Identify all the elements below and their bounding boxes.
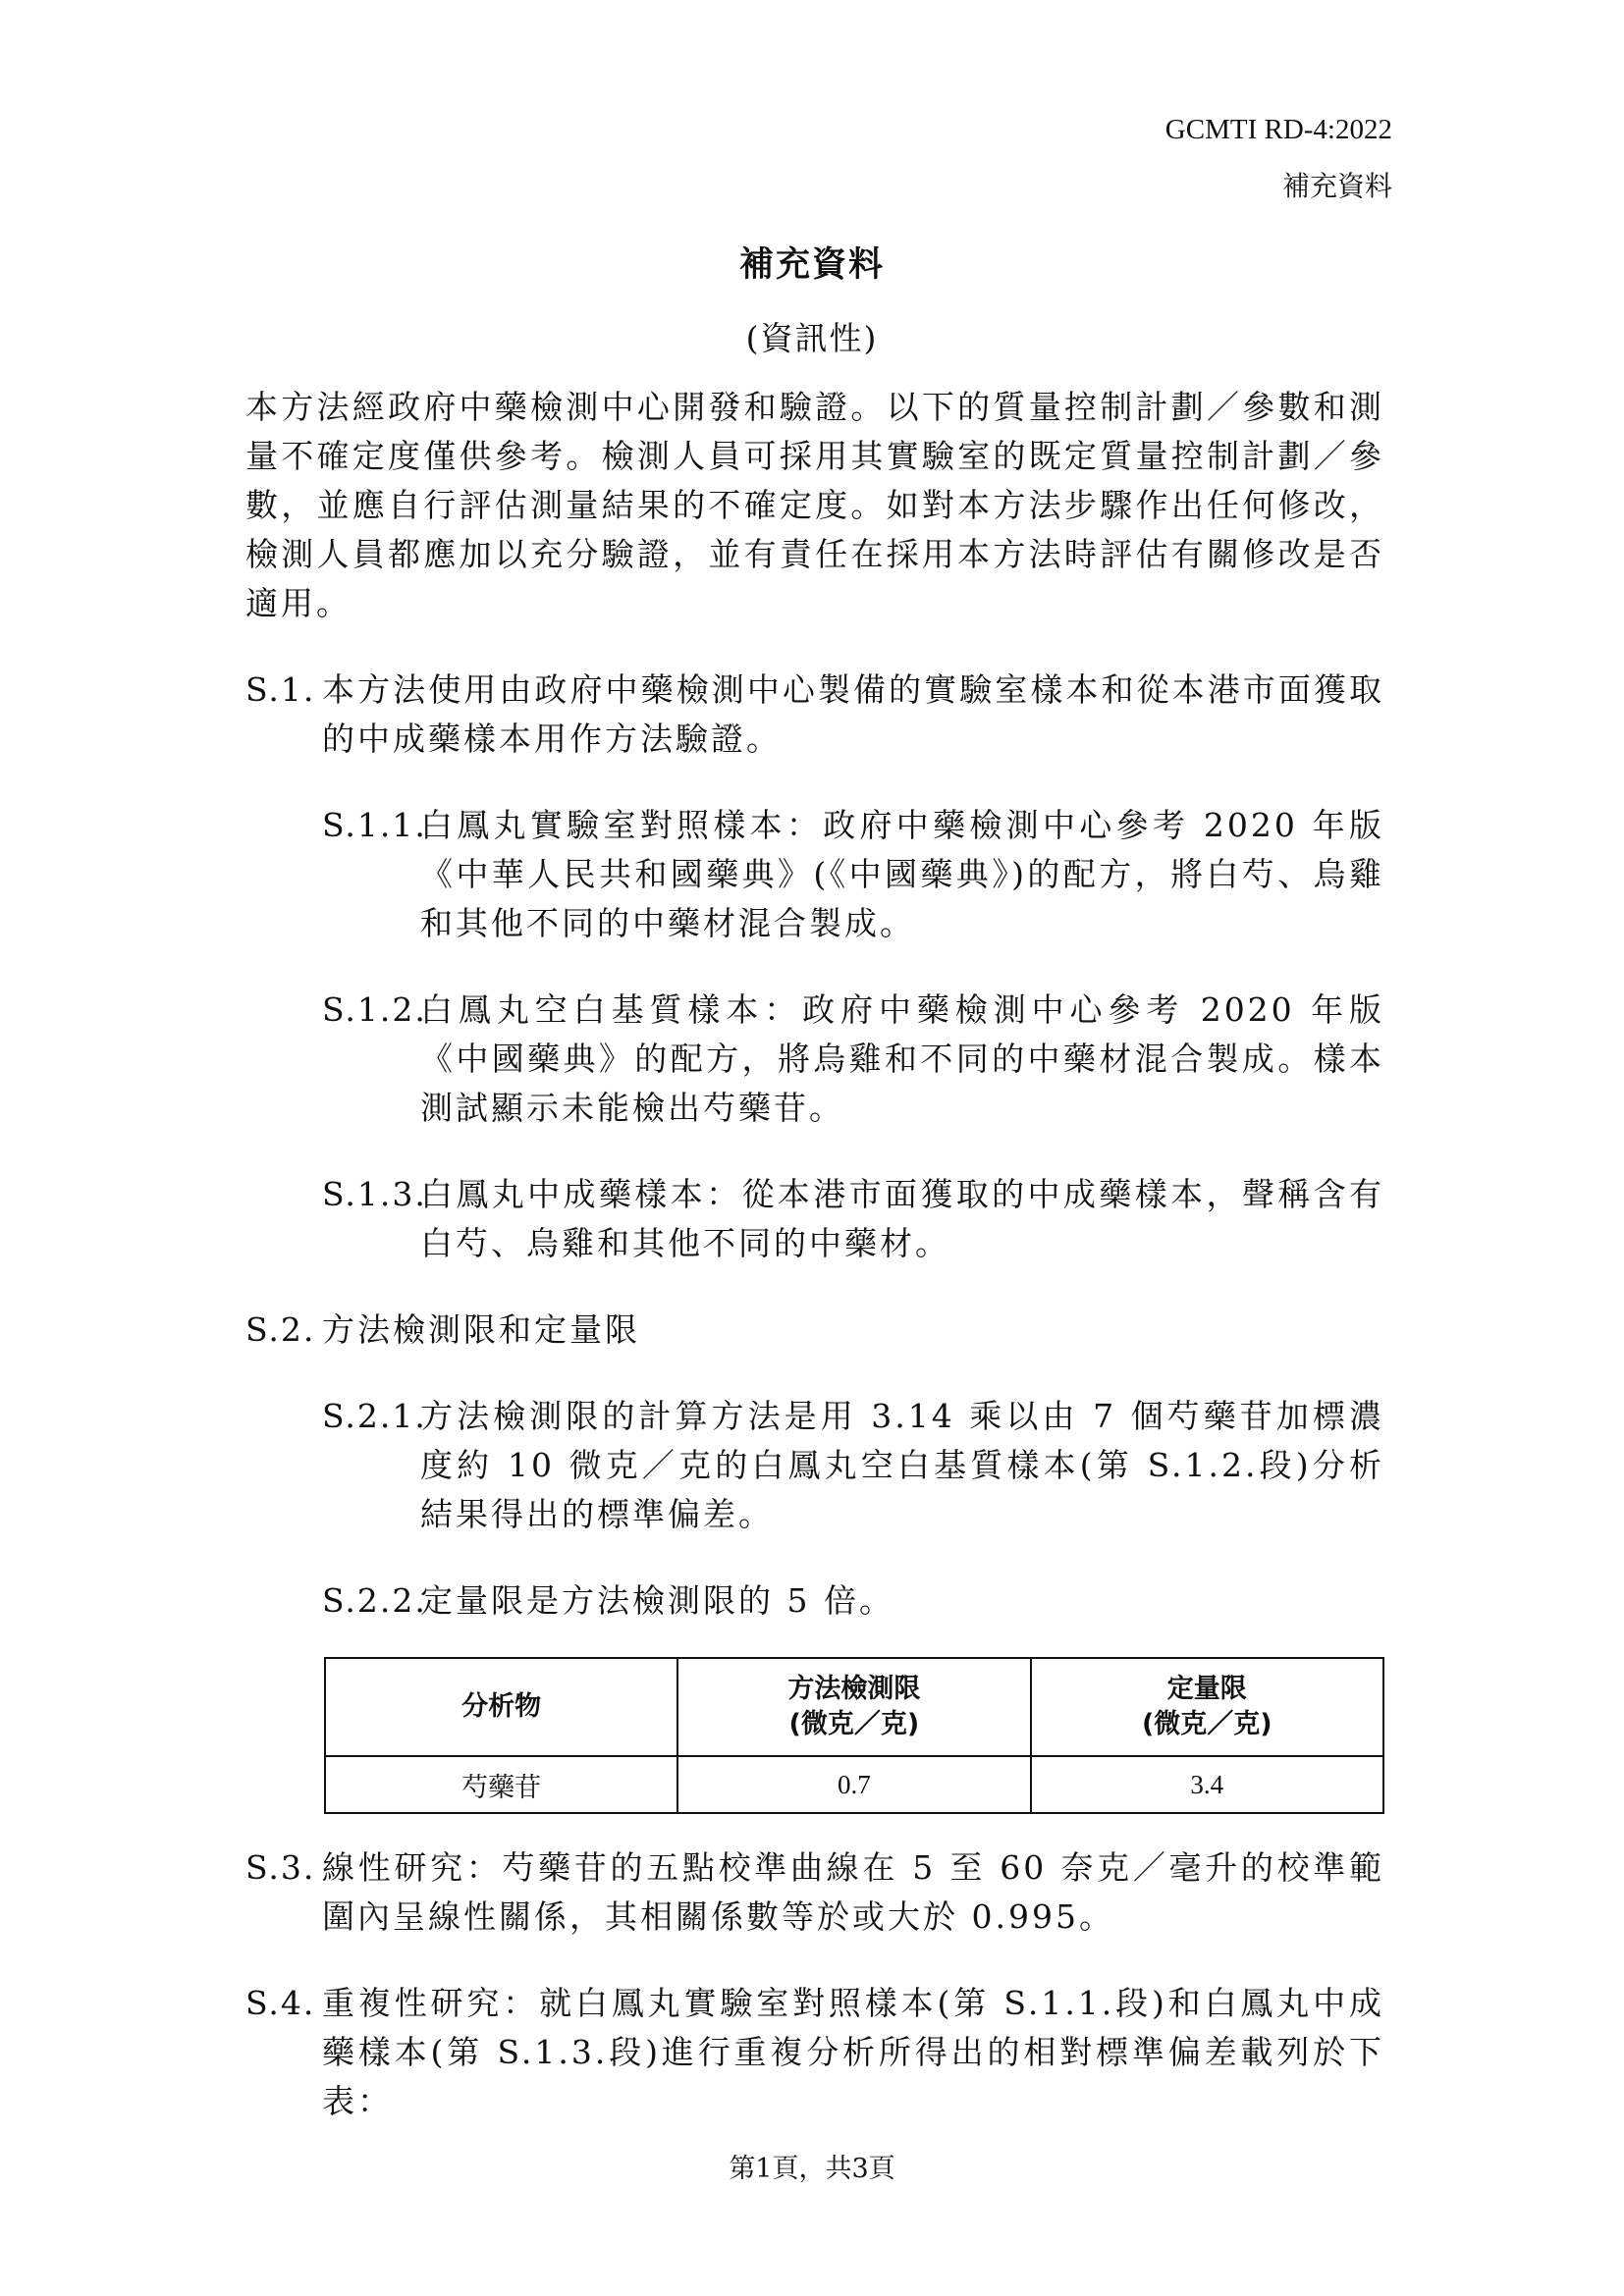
cell-loq: 3.4: [1031, 1756, 1383, 1813]
section-text: 白鳳丸空白基質樣本：政府中藥檢測中心參考 2020 年版《中國藥典》的配方，將烏雞和不同的中藥材混合製成。樣本測試顯示未能檢出芍藥苷。: [420, 990, 1384, 1127]
section-s2-1: [245, 1392, 1384, 1539]
detection-limit-table: [324, 1657, 1384, 1814]
page-number: 第1頁，共3頁: [729, 2154, 895, 2184]
cell-mdl: 0.7: [677, 1756, 1030, 1813]
section-number: S.2.2.: [322, 1581, 427, 1620]
table-row: [325, 1756, 1383, 1813]
page-title: 補充資料: [738, 244, 885, 285]
header-method-detection-limit: [677, 1658, 1030, 1756]
section-s2: [245, 1306, 1384, 1355]
section-number: S.2.: [245, 1310, 316, 1349]
section-text: 本方法使用由政府中藥檢測中心製備的實驗室樣本和從本港市面獲取的中成藥樣本用作方法驗證。: [322, 670, 1384, 758]
section-number: S.1.3.: [322, 1175, 427, 1213]
section-s2-2: [245, 1576, 1384, 1626]
section-number: S.1.2.: [322, 990, 427, 1029]
document-code: GCMTI RD-4:2022: [1164, 114, 1392, 145]
section-text: 線性研究：芍藥苷的五點校準曲線在 5 至 60 奈克／毫升的校準範圍內呈線性關係，其相關係數等於或大於 0.995。: [322, 1848, 1384, 1936]
header-loq-label: 定量限: [1166, 1674, 1247, 1704]
section-text: 白鳳丸實驗室對照樣本：政府中藥檢測中心參考 2020 年版《中華人民共和國藥典》(《中國藥典》)的配方，將白芍、烏雞和其他不同的中藥材混合製成。: [420, 806, 1384, 942]
section-s1: [245, 666, 1384, 764]
section-s3: [245, 1843, 1384, 1942]
section-s1-3: [245, 1170, 1384, 1268]
header-section-label: 補充資料: [1281, 170, 1392, 202]
section-text: 方法檢測限的計算方法是用 3.14 乘以由 7 個芍藥苷加標濃度約 10 微克／克的白鳳丸空白基質樣本(第 S.1.2.段)分析結果得出的標準偏差。: [420, 1397, 1384, 1533]
document-body: [245, 383, 1384, 2163]
section-s1-2: [245, 986, 1384, 1133]
header-limit-of-quantitation: [1031, 1658, 1383, 1756]
header-mdl-label: 方法檢測限: [787, 1674, 921, 1704]
section-s1-1: [245, 801, 1384, 948]
section-text: 方法檢測限和定量限: [322, 1310, 640, 1349]
section-text: 白鳳丸中成藥樣本：從本港市面獲取的中成藥樣本，聲稱含有白芍、烏雞和其他不同的中藥材。: [420, 1175, 1384, 1262]
section-number: S.1.: [245, 670, 316, 709]
section-number: S.3.: [245, 1848, 316, 1887]
intro-paragraph: 本方法經政府中藥檢測中心開發和驗證。以下的質量控制計劃／參數和測量不確定度僅供參考。檢測人員可採用其實驗室的既定質量控制計劃／參數，並應自行評估測量結果的不確定度。如對本方法步驟作出任何修改，檢測人員都應加以充分驗證，並有責任在採用本方法時評估有關修改是否適用。: [245, 388, 1384, 622]
header-mdl-unit: (微克／克): [788, 1709, 920, 1739]
section-s4: [245, 1979, 1384, 2126]
header-loq-unit: (微克／克): [1141, 1709, 1272, 1739]
cell-analyte: 芍藥苷: [325, 1756, 677, 1813]
section-text: 定量限是方法檢測限的 5 倍。: [420, 1581, 894, 1620]
table-header-row: [325, 1658, 1383, 1756]
page-header: [1165, 108, 1392, 206]
section-number: S.4.: [245, 1984, 316, 2022]
section-number: S.2.1.: [322, 1397, 427, 1435]
section-number: S.1.1.: [322, 806, 427, 844]
page-subtitle: (資訊性): [745, 319, 879, 357]
header-analyte: 分析物: [325, 1658, 677, 1756]
section-text: 重複性研究：就白鳳丸實驗室對照樣本(第 S.1.1.段)和白鳳丸中成藥樣本(第 S.1.3.段)進行重複分析所得出的相對標準偏差載列於下表：: [322, 1984, 1384, 2120]
